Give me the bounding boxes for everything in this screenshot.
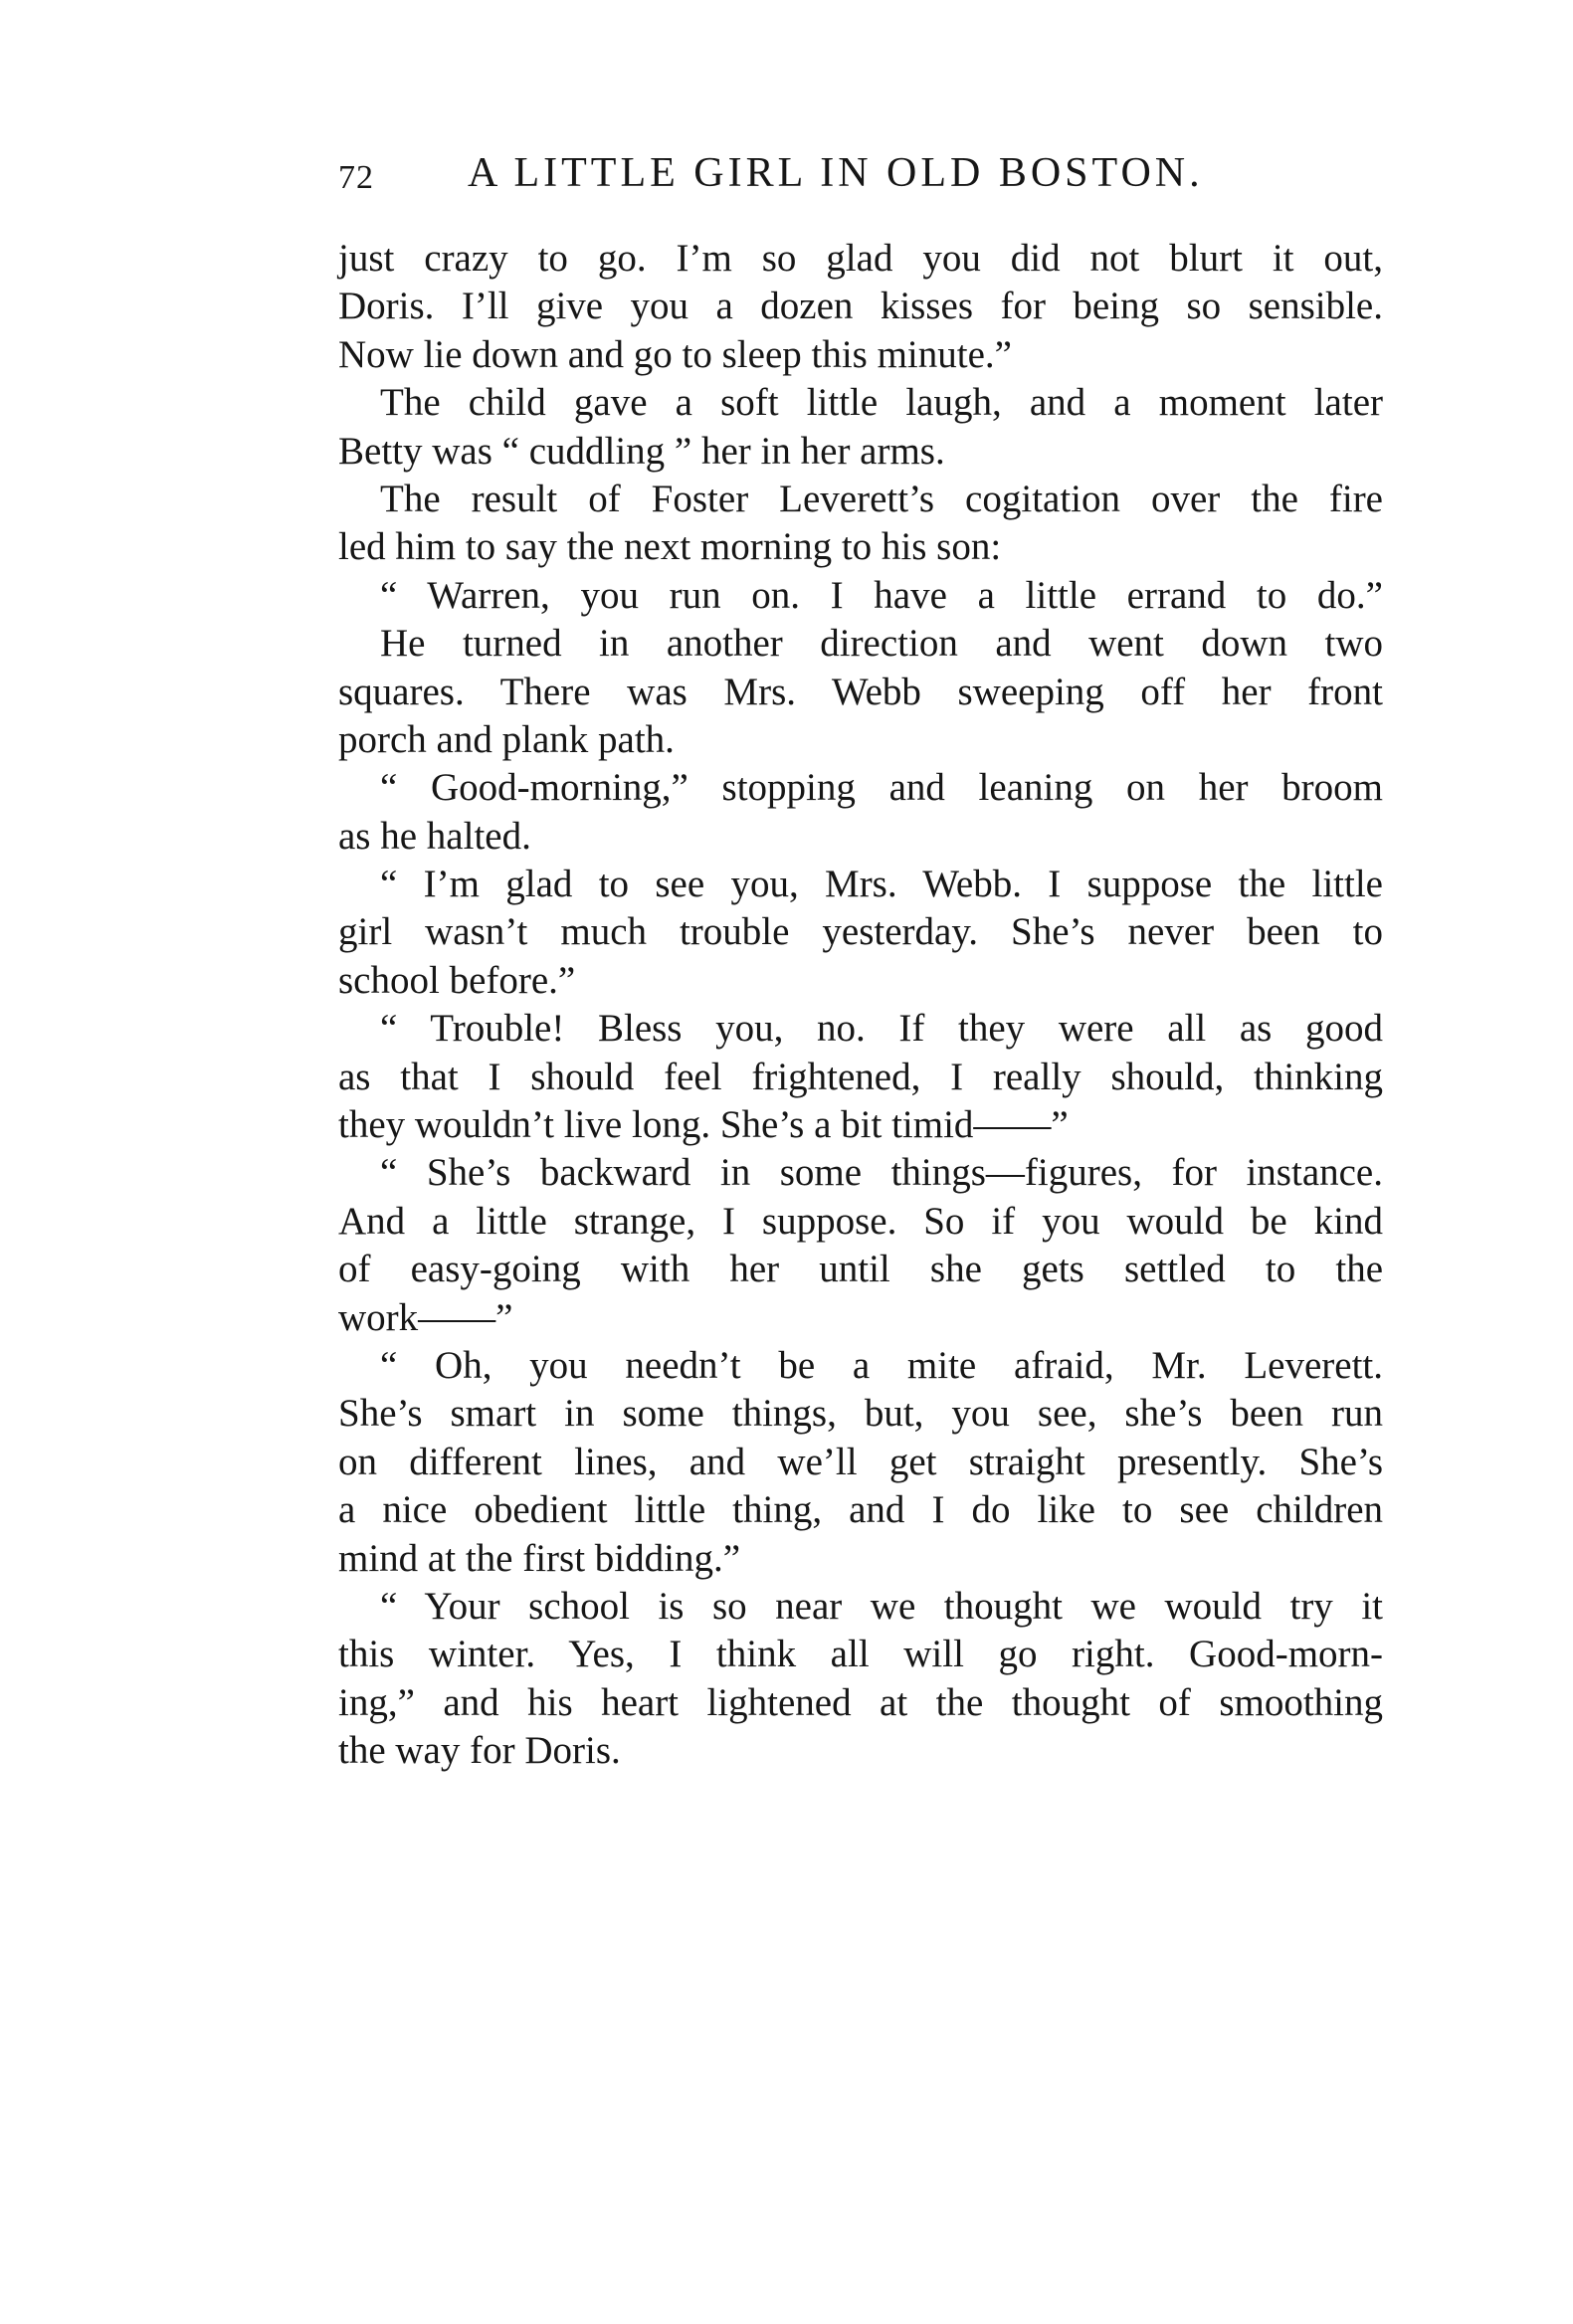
text-line: “ Warren, you run on. I have a little errand to do.” xyxy=(380,573,1383,617)
text-line: squares. There was Mrs. Webb sweeping off her front xyxy=(338,670,1383,713)
text-line: school before.” xyxy=(338,958,576,1002)
text-line: the way for Doris. xyxy=(338,1729,621,1773)
text-line: led him to say the next morning to his son: xyxy=(338,525,1002,569)
text-line: Doris. I’ll give you a dozen kisses for being so sensible. xyxy=(338,285,1383,328)
text-line: this winter. Yes, I think all will go right. Good-morn- xyxy=(338,1633,1383,1676)
text-line: they wouldn’t live long. She’s a bit timid——” xyxy=(338,1103,1069,1147)
text-line: a nice obedient little thing, and I do like to see children xyxy=(338,1488,1383,1532)
page-header xyxy=(338,149,1393,209)
text-line: of easy-going with her until she gets settled to the xyxy=(338,1248,1383,1291)
text-line: “ I’m glad to see you, Mrs. Webb. I suppose the little xyxy=(380,863,1383,906)
text-line: work——” xyxy=(338,1295,513,1339)
text-line: girl wasn’t much trouble yesterday. She’s never been to xyxy=(338,910,1383,954)
text-line: just crazy to go. I’m so glad you did not blurt it out, xyxy=(338,237,1383,280)
text-line: The result of Foster Leverett’s cogitation over the fire xyxy=(380,477,1383,520)
text-line: on different lines, and we’ll get straight presently. She’s xyxy=(338,1440,1383,1483)
text-line: “ She’s backward in some things—figures, for instance. xyxy=(380,1151,1383,1195)
running-title: A LITTLE GIRL IN OLD BOSTON. xyxy=(468,150,1204,196)
text-line: porch and plank path. xyxy=(338,717,675,761)
text-line: as that I should feel frightened, I really should, thinking xyxy=(338,1055,1383,1098)
text-line: She’s smart in some things, but, you see, she’s been run xyxy=(338,1392,1383,1436)
body-text xyxy=(338,235,1383,1776)
page-number: 72 xyxy=(338,159,374,196)
text-line: And a little strange, I suppose. So if you would be kind xyxy=(338,1199,1383,1243)
text-line: “ Trouble! Bless you, no. If they were all as good xyxy=(380,1007,1383,1051)
text-line: ing,” and his heart lightened at the thought of smoothing xyxy=(338,1680,1383,1724)
text-line: “ Good-morning,” stopping and leaning on her broom xyxy=(380,766,1383,810)
text-line: mind at the first bidding.” xyxy=(338,1536,741,1580)
text-line: The child gave a soft little laugh, and a moment later xyxy=(380,381,1383,425)
text-line: He turned in another direction and went down two xyxy=(380,622,1383,666)
text-line: Now lie down and go to sleep this minute.” xyxy=(338,332,1012,376)
text-line: “ Oh, you needn’t be a mite afraid, Mr. Leverett. xyxy=(380,1343,1383,1387)
text-line: “ Your school is so near we thought we would try it xyxy=(380,1584,1383,1628)
text-line: as he halted. xyxy=(338,814,531,858)
text-line: Betty was “ cuddling ” her in her arms. xyxy=(338,429,945,473)
